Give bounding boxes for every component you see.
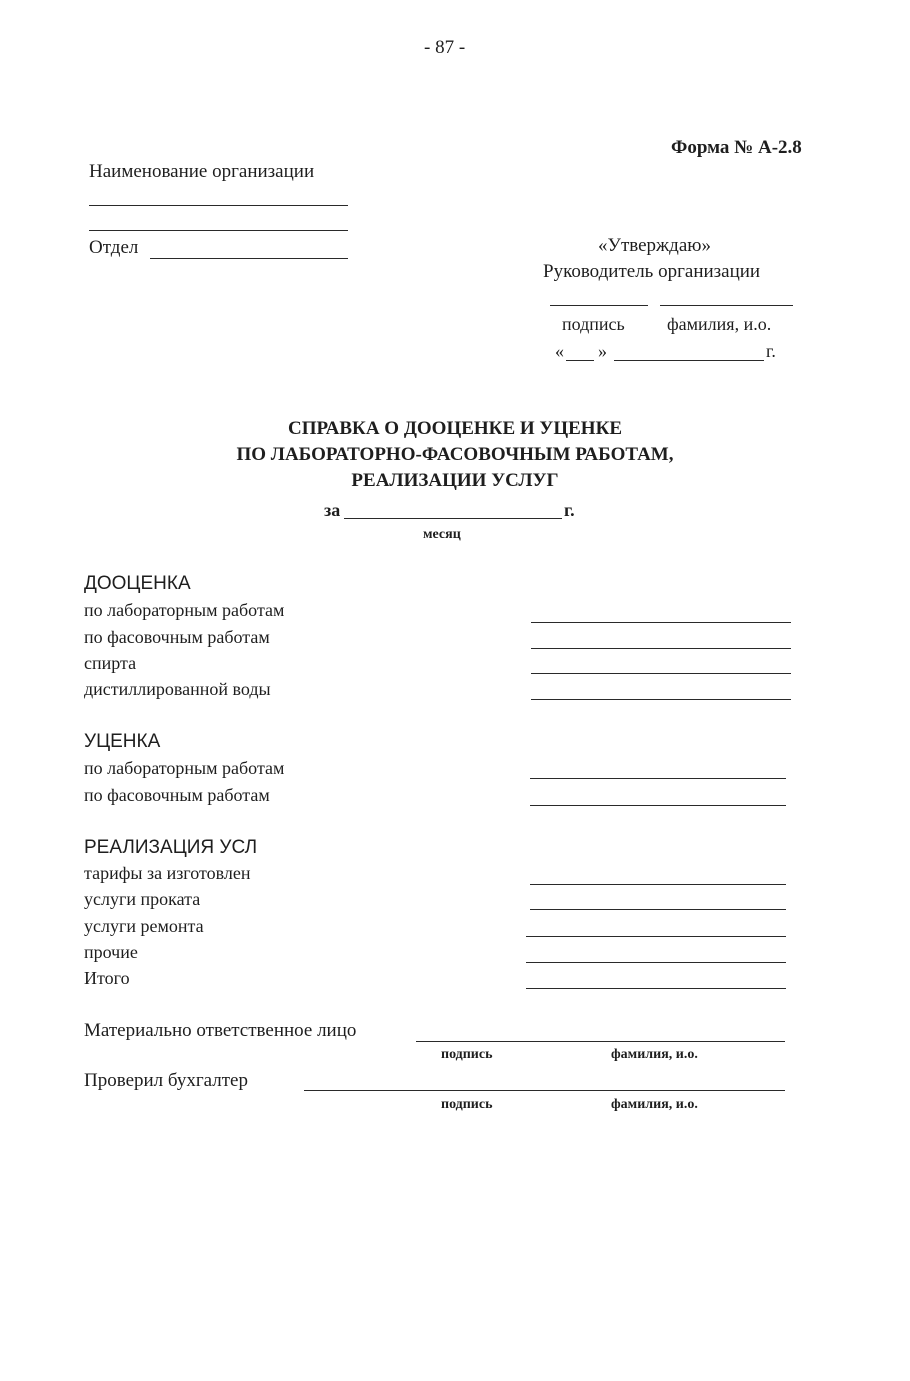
- department-label: Отдел: [89, 237, 139, 258]
- accountant-label: Проверил бухгалтер: [84, 1070, 248, 1091]
- head-signature-line: [550, 305, 648, 306]
- head-name-line: [660, 305, 793, 306]
- markup-item: по лабораторным работам: [84, 600, 285, 620]
- markdown-heading: УЦЕНКА: [84, 731, 161, 752]
- period-prefix: за: [324, 500, 341, 520]
- markup-item: спирта: [84, 653, 137, 673]
- head-name-caption: фамилия, и.о.: [667, 314, 772, 334]
- services-line: [530, 884, 786, 885]
- period-caption: месяц: [423, 527, 461, 542]
- period-suffix: г.: [564, 500, 575, 520]
- services-line: [526, 936, 786, 937]
- date-year-suffix: г.: [766, 341, 776, 361]
- markup-line: [531, 622, 791, 623]
- approve-label: «Утверждаю»: [598, 235, 711, 256]
- markdown-item: по лабораторным работам: [84, 758, 285, 778]
- services-item-total: Итого: [84, 968, 130, 988]
- responsible-line: [416, 1041, 785, 1042]
- title-line-2: ПО ЛАБОРАТОРНО-ФАСОВОЧНЫМ РАБОТАМ,: [236, 444, 674, 465]
- title-line-3: РЕАЛИЗАЦИИ УСЛУГ: [351, 470, 559, 491]
- services-heading: РЕАЛИЗАЦИЯ УСЛ: [84, 837, 258, 858]
- date-month-line: [614, 360, 764, 361]
- markup-heading: ДООЦЕНКА: [84, 573, 191, 594]
- responsible-signature-caption: подпись: [441, 1047, 493, 1062]
- page-number: - 87 -: [424, 37, 466, 58]
- org-name-line-2: [89, 230, 348, 231]
- markdown-item: по фасовочным работам: [84, 785, 270, 805]
- services-item: услуги ремонта: [84, 916, 204, 936]
- date-quote-open: «: [555, 341, 564, 361]
- accountant-signature-caption: подпись: [441, 1097, 493, 1112]
- services-item: прочие: [84, 942, 138, 962]
- period-line: [344, 518, 562, 519]
- title-line-1: СПРАВКА О ДООЦЕНКЕ И УЦЕНКЕ: [287, 418, 623, 439]
- form-number: Форма № А-2.8: [671, 137, 802, 158]
- markup-item: по фасовочным работам: [84, 627, 270, 647]
- markup-line: [531, 699, 791, 700]
- date-day-line: [566, 360, 594, 361]
- services-line: [530, 909, 786, 910]
- markup-item: дистиллированной воды: [84, 679, 271, 699]
- services-line: [526, 962, 786, 963]
- markdown-line: [530, 805, 786, 806]
- org-name-line-1: [89, 205, 348, 206]
- accountant-line: [304, 1090, 785, 1091]
- services-item: услуги проката: [84, 889, 201, 909]
- services-line: [526, 988, 786, 989]
- markup-line: [531, 648, 791, 649]
- head-signature-caption: подпись: [562, 314, 625, 334]
- markdown-line: [530, 778, 786, 779]
- responsible-name-caption: фамилия, и.о.: [611, 1047, 698, 1062]
- services-item: тарифы за изготовлен: [84, 863, 251, 883]
- department-line: [150, 258, 348, 259]
- head-label: Руководитель организации: [543, 261, 761, 282]
- org-name-label: Наименование организации: [89, 161, 315, 182]
- markup-line: [531, 673, 791, 674]
- date-quote-close: »: [598, 341, 607, 361]
- accountant-name-caption: фамилия, и.о.: [611, 1097, 698, 1112]
- responsible-label: Материально ответственное лицо: [84, 1020, 357, 1041]
